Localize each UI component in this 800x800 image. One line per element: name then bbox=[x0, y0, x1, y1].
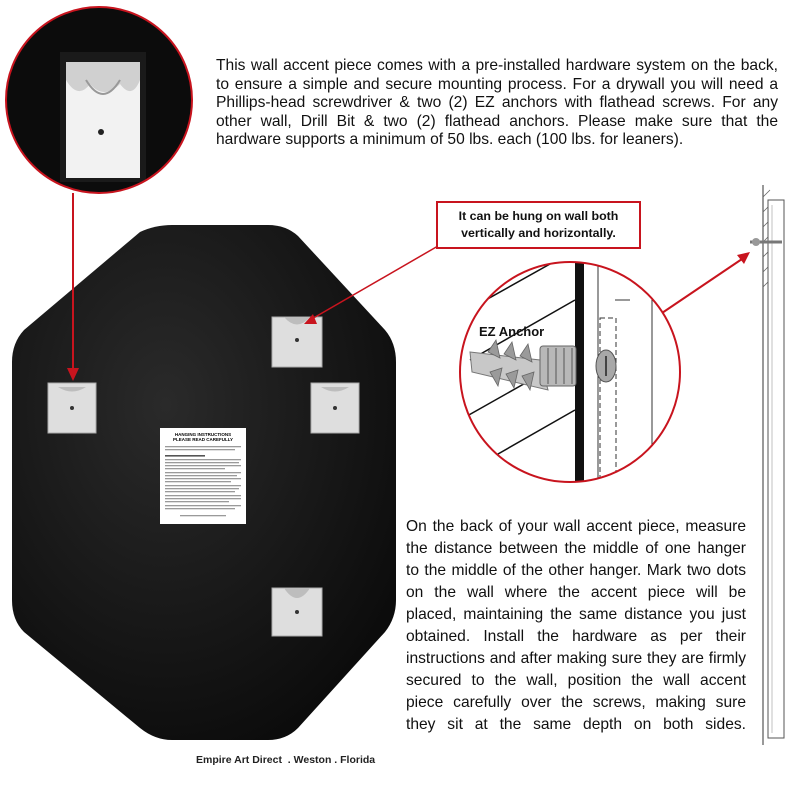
instruction-sticker bbox=[160, 428, 246, 524]
detail-pointer-line bbox=[662, 259, 742, 313]
footer-credit: Empire Art Direct . Weston . Florida bbox=[196, 754, 376, 766]
sticker-title-1: HANGING INSTRUCTIONS bbox=[174, 432, 232, 437]
hanger-zoom-circle bbox=[6, 7, 192, 193]
hanger-right bbox=[311, 383, 359, 433]
mounting-instructions: On the back of your wall accent piece, measure the distance between the middle of one hanger to the middle of the other hanger. Mark two dots on the wall where the accent piece will be placed, maintaining the same distance you just obtained. Install the hardware as per their instructions and after making sure they are firmly secured to the wall, position the wall accent piece carefully over the screws, making sure they sit at the same depth on both sides. bbox=[406, 518, 746, 733]
hanger-top-right bbox=[272, 317, 322, 367]
ez-anchor-label: EZ Anchor bbox=[479, 324, 545, 339]
hanger-bottom bbox=[272, 588, 322, 636]
sticker-title-2: PLEASE READ CAREFULLY bbox=[172, 437, 234, 442]
anchor-detail-circle bbox=[450, 250, 680, 495]
orientation-callout bbox=[436, 201, 641, 249]
orientation-callout-text: It can be hung on wall both vertically and horizontally. bbox=[458, 209, 619, 240]
hanger-left bbox=[48, 383, 96, 433]
wall-side-view bbox=[750, 185, 784, 745]
intro-paragraph: This wall accent piece comes with a pre-installed hardware system on the back, to ensure a simple and secure mounting process. For a drywall you will need a Phillips-head screwdriver & two (2) EZ anchors with flathead screws. For any other wall, Drill Bit & two (2) flathead anchors. Please make sure that the hardware supports a minimum of 50 lbs. each (100 lbs. for leaners). bbox=[216, 57, 778, 149]
